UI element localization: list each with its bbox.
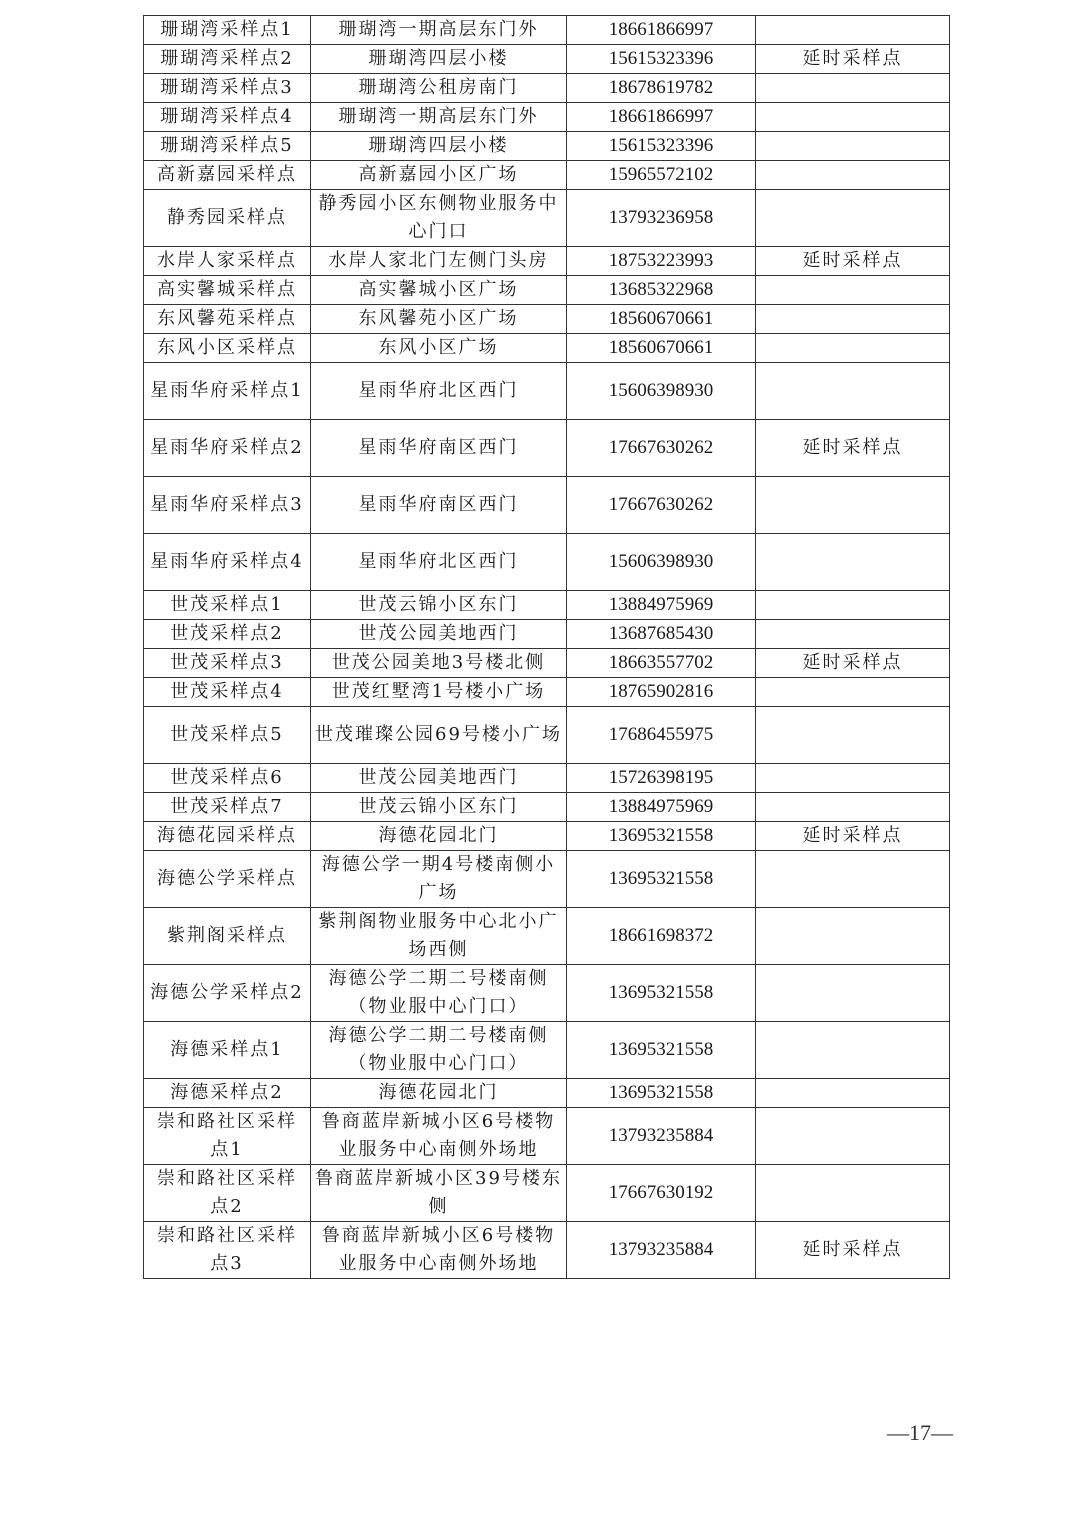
site-name-cell: 海德采样点2 bbox=[144, 1079, 311, 1108]
table-row bbox=[144, 908, 950, 965]
site-location-cell: 世茂公园美地西门 bbox=[311, 620, 567, 649]
page-number: —17— bbox=[887, 1420, 953, 1445]
site-name-cell: 崇和路社区采样点1 bbox=[144, 1108, 311, 1165]
note-cell bbox=[756, 707, 950, 764]
contact-phone-cell: 18661866997 bbox=[567, 16, 756, 45]
site-location-cell: 珊瑚湾四层小楼 bbox=[311, 132, 567, 161]
site-location-cell: 高实馨城小区广场 bbox=[311, 276, 567, 305]
note-cell bbox=[756, 793, 950, 822]
contact-phone-cell: 13687685430 bbox=[567, 620, 756, 649]
site-location-cell: 水岸人家北门左侧门头房 bbox=[311, 247, 567, 276]
contact-phone-cell: 18663557702 bbox=[567, 649, 756, 678]
sampling-site-table-container bbox=[143, 15, 949, 1279]
table-row bbox=[144, 764, 950, 793]
note-cell bbox=[756, 620, 950, 649]
contact-phone-cell: 17667630262 bbox=[567, 477, 756, 534]
contact-phone-cell: 13685322968 bbox=[567, 276, 756, 305]
site-name-cell: 海德公学采样点 bbox=[144, 851, 311, 908]
site-name-cell: 珊瑚湾采样点5 bbox=[144, 132, 311, 161]
site-name-cell: 世茂采样点2 bbox=[144, 620, 311, 649]
table-row bbox=[144, 276, 950, 305]
site-location-cell: 星雨华府北区西门 bbox=[311, 534, 567, 591]
site-name-cell: 东风小区采样点 bbox=[144, 334, 311, 363]
site-name-cell: 世茂采样点5 bbox=[144, 707, 311, 764]
site-name-cell: 水岸人家采样点 bbox=[144, 247, 311, 276]
note-cell bbox=[756, 334, 950, 363]
site-location-cell: 珊瑚湾四层小楼 bbox=[311, 45, 567, 74]
site-location-cell: 高新嘉园小区广场 bbox=[311, 161, 567, 190]
contact-phone-cell: 18661866997 bbox=[567, 103, 756, 132]
contact-phone-cell: 13695321558 bbox=[567, 965, 756, 1022]
site-location-cell: 鲁商蓝岸新城小区6号楼物业服务中心南侧外场地 bbox=[311, 1108, 567, 1165]
table-row bbox=[144, 649, 950, 678]
note-cell bbox=[756, 1165, 950, 1222]
site-location-cell: 世茂璀璨公园69号楼小广场 bbox=[311, 707, 567, 764]
table-row bbox=[144, 591, 950, 620]
contact-phone-cell: 18753223993 bbox=[567, 247, 756, 276]
contact-phone-cell: 13695321558 bbox=[567, 822, 756, 851]
contact-phone-cell: 15606398930 bbox=[567, 363, 756, 420]
site-name-cell: 珊瑚湾采样点2 bbox=[144, 45, 311, 74]
table-row bbox=[144, 363, 950, 420]
table-row bbox=[144, 793, 950, 822]
table-row bbox=[144, 620, 950, 649]
contact-phone-cell: 13695321558 bbox=[567, 1079, 756, 1108]
site-name-cell: 珊瑚湾采样点3 bbox=[144, 74, 311, 103]
site-location-cell: 海德花园北门 bbox=[311, 822, 567, 851]
note-cell: 延时采样点 bbox=[756, 822, 950, 851]
table-row bbox=[144, 132, 950, 161]
table-row bbox=[144, 534, 950, 591]
contact-phone-cell: 13793236958 bbox=[567, 190, 756, 247]
site-location-cell: 世茂云锦小区东门 bbox=[311, 793, 567, 822]
site-name-cell: 静秀园采样点 bbox=[144, 190, 311, 247]
site-location-cell: 世茂公园美地3号楼北侧 bbox=[311, 649, 567, 678]
site-location-cell: 海德公学一期4号楼南侧小广场 bbox=[311, 851, 567, 908]
note-cell: 延时采样点 bbox=[756, 420, 950, 477]
contact-phone-cell: 13695321558 bbox=[567, 851, 756, 908]
site-location-cell: 海德花园北门 bbox=[311, 1079, 567, 1108]
note-cell bbox=[756, 190, 950, 247]
note-cell: 延时采样点 bbox=[756, 247, 950, 276]
note-cell bbox=[756, 534, 950, 591]
table-row bbox=[144, 305, 950, 334]
site-name-cell: 海德花园采样点 bbox=[144, 822, 311, 851]
contact-phone-cell: 13695321558 bbox=[567, 1022, 756, 1079]
contact-phone-cell: 17686455975 bbox=[567, 707, 756, 764]
table-row bbox=[144, 1165, 950, 1222]
site-location-cell: 紫荆阁物业服务中心北小广场西侧 bbox=[311, 908, 567, 965]
table-body bbox=[144, 16, 950, 1279]
site-name-cell: 紫荆阁采样点 bbox=[144, 908, 311, 965]
site-location-cell: 珊瑚湾一期高层东门外 bbox=[311, 16, 567, 45]
note-cell bbox=[756, 908, 950, 965]
contact-phone-cell: 13884975969 bbox=[567, 793, 756, 822]
contact-phone-cell: 13884975969 bbox=[567, 591, 756, 620]
site-name-cell: 高实馨城采样点 bbox=[144, 276, 311, 305]
table-row bbox=[144, 16, 950, 45]
site-location-cell: 世茂云锦小区东门 bbox=[311, 591, 567, 620]
site-name-cell: 崇和路社区采样点2 bbox=[144, 1165, 311, 1222]
contact-phone-cell: 15615323396 bbox=[567, 132, 756, 161]
note-cell bbox=[756, 591, 950, 620]
site-name-cell: 世茂采样点3 bbox=[144, 649, 311, 678]
contact-phone-cell: 18560670661 bbox=[567, 305, 756, 334]
table-row bbox=[144, 477, 950, 534]
site-location-cell: 海德公学二期二号楼南侧（物业服中心门口） bbox=[311, 965, 567, 1022]
note-cell bbox=[756, 678, 950, 707]
note-cell: 延时采样点 bbox=[756, 1222, 950, 1279]
site-location-cell: 鲁商蓝岸新城小区39号楼东侧 bbox=[311, 1165, 567, 1222]
table-row bbox=[144, 965, 950, 1022]
site-name-cell: 珊瑚湾采样点4 bbox=[144, 103, 311, 132]
site-name-cell: 海德采样点1 bbox=[144, 1022, 311, 1079]
table-row bbox=[144, 103, 950, 132]
site-location-cell: 世茂公园美地西门 bbox=[311, 764, 567, 793]
note-cell bbox=[756, 16, 950, 45]
note-cell bbox=[756, 103, 950, 132]
table-row bbox=[144, 678, 950, 707]
site-location-cell: 珊瑚湾一期高层东门外 bbox=[311, 103, 567, 132]
contact-phone-cell: 15726398195 bbox=[567, 764, 756, 793]
site-name-cell: 高新嘉园采样点 bbox=[144, 161, 311, 190]
note-cell bbox=[756, 363, 950, 420]
note-cell bbox=[756, 132, 950, 161]
contact-phone-cell: 18765902816 bbox=[567, 678, 756, 707]
table-row bbox=[144, 822, 950, 851]
note-cell bbox=[756, 276, 950, 305]
note-cell bbox=[756, 305, 950, 334]
contact-phone-cell: 17667630192 bbox=[567, 1165, 756, 1222]
table-row bbox=[144, 1022, 950, 1079]
note-cell bbox=[756, 965, 950, 1022]
site-name-cell: 星雨华府采样点2 bbox=[144, 420, 311, 477]
table-row bbox=[144, 161, 950, 190]
note-cell bbox=[756, 1108, 950, 1165]
site-name-cell: 海德公学采样点2 bbox=[144, 965, 311, 1022]
site-location-cell: 世茂红墅湾1号楼小广场 bbox=[311, 678, 567, 707]
table-row bbox=[144, 1108, 950, 1165]
site-location-cell: 星雨华府南区西门 bbox=[311, 420, 567, 477]
site-name-cell: 珊瑚湾采样点1 bbox=[144, 16, 311, 45]
table-row bbox=[144, 334, 950, 363]
note-cell bbox=[756, 74, 950, 103]
table-row bbox=[144, 1079, 950, 1108]
site-name-cell: 世茂采样点6 bbox=[144, 764, 311, 793]
site-name-cell: 星雨华府采样点3 bbox=[144, 477, 311, 534]
site-name-cell: 东风馨苑采样点 bbox=[144, 305, 311, 334]
sampling-site-table bbox=[143, 15, 950, 1279]
site-name-cell: 世茂采样点1 bbox=[144, 591, 311, 620]
site-location-cell: 海德公学二期二号楼南侧（物业服中心门口） bbox=[311, 1022, 567, 1079]
site-location-cell: 东风小区广场 bbox=[311, 334, 567, 363]
table-row bbox=[144, 851, 950, 908]
table-row bbox=[144, 247, 950, 276]
contact-phone-cell: 13793235884 bbox=[567, 1222, 756, 1279]
site-name-cell: 世茂采样点7 bbox=[144, 793, 311, 822]
note-cell bbox=[756, 764, 950, 793]
site-location-cell: 星雨华府北区西门 bbox=[311, 363, 567, 420]
table-row bbox=[144, 45, 950, 74]
note-cell: 延时采样点 bbox=[756, 45, 950, 74]
note-cell: 延时采样点 bbox=[756, 649, 950, 678]
contact-phone-cell: 15965572102 bbox=[567, 161, 756, 190]
note-cell bbox=[756, 477, 950, 534]
contact-phone-cell: 13793235884 bbox=[567, 1108, 756, 1165]
site-location-cell: 东风馨苑小区广场 bbox=[311, 305, 567, 334]
table-row bbox=[144, 74, 950, 103]
site-location-cell: 珊瑚湾公租房南门 bbox=[311, 74, 567, 103]
table-row bbox=[144, 1222, 950, 1279]
table-row bbox=[144, 420, 950, 477]
contact-phone-cell: 18560670661 bbox=[567, 334, 756, 363]
table-row bbox=[144, 190, 950, 247]
note-cell bbox=[756, 1022, 950, 1079]
note-cell bbox=[756, 851, 950, 908]
contact-phone-cell: 17667630262 bbox=[567, 420, 756, 477]
contact-phone-cell: 18661698372 bbox=[567, 908, 756, 965]
contact-phone-cell: 15615323396 bbox=[567, 45, 756, 74]
site-name-cell: 崇和路社区采样点3 bbox=[144, 1222, 311, 1279]
note-cell bbox=[756, 161, 950, 190]
table-row bbox=[144, 707, 950, 764]
site-name-cell: 星雨华府采样点4 bbox=[144, 534, 311, 591]
site-location-cell: 静秀园小区东侧物业服务中心门口 bbox=[311, 190, 567, 247]
site-location-cell: 星雨华府南区西门 bbox=[311, 477, 567, 534]
site-name-cell: 星雨华府采样点1 bbox=[144, 363, 311, 420]
note-cell bbox=[756, 1079, 950, 1108]
contact-phone-cell: 18678619782 bbox=[567, 74, 756, 103]
site-location-cell: 鲁商蓝岸新城小区6号楼物业服务中心南侧外场地 bbox=[311, 1222, 567, 1279]
contact-phone-cell: 15606398930 bbox=[567, 534, 756, 591]
site-name-cell: 世茂采样点4 bbox=[144, 678, 311, 707]
